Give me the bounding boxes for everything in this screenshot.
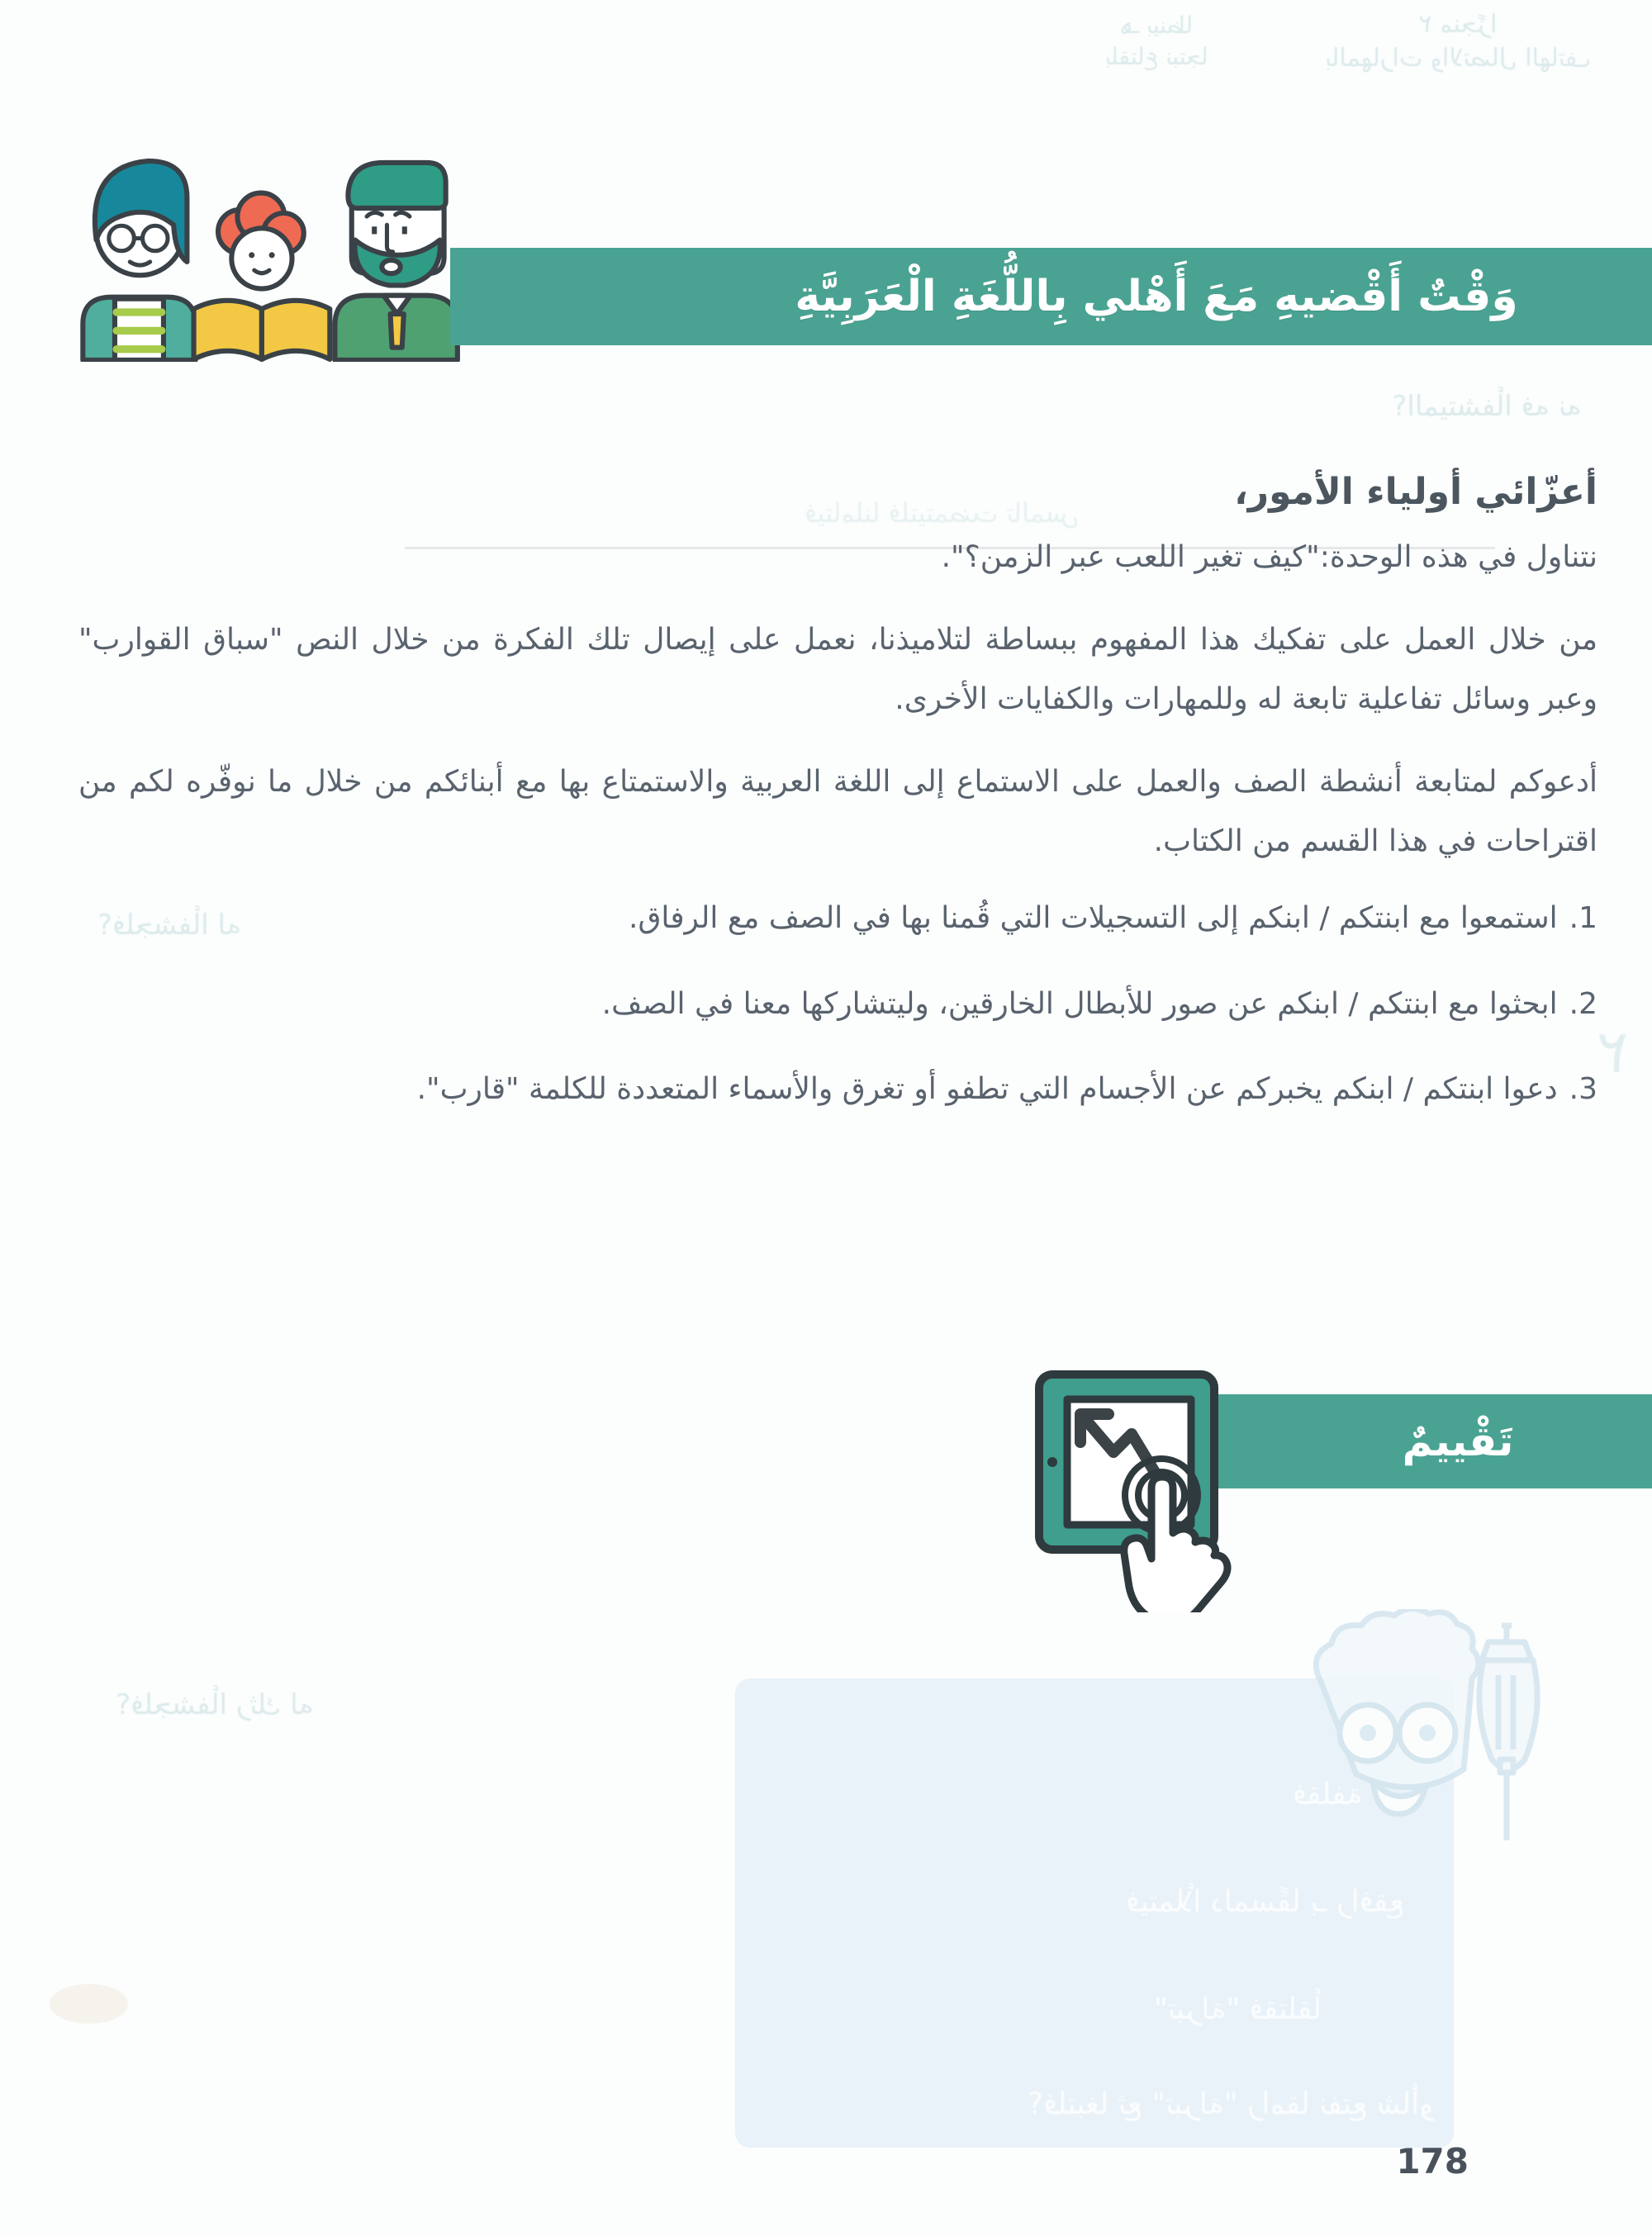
list-item [78, 980, 1597, 1028]
bleed-text-top-left: هـ بينظا بلقتاع نبتجا [1104, 12, 1208, 70]
list-text: ابحثوا مع ابنتكم / ابنكم عن صور للأبطال الخارقين، وليتشاركها معنا في الصف. [601, 986, 1558, 1021]
bleed-text-mid-right: ؟الميتشفأا فه نه [1392, 390, 1582, 423]
letter-greeting: أعزّائي أولياء الأمور، [1234, 471, 1597, 513]
list-item [78, 1066, 1597, 1113]
bleed-text-top-right: ٢ منجزًا بالمهارات والاتصال الهاتف [1324, 10, 1592, 73]
bleed-text-mid-center: فيتاملنا فلتيتمضت تالمس [804, 497, 1080, 529]
bleed-text-lower-left: ؟فلجشفأا رثك له [116, 1688, 314, 1721]
scan-smudge [50, 1984, 128, 2024]
assessment-label: تَقْييمٌ [1402, 1417, 1514, 1465]
bleed-box-line: فيتملأا دلمسقًا بـ رافقع [1125, 1885, 1404, 1919]
letter-paragraph-2: من خلال العمل على تفكيك هذا المفهوم ببساطة لتلاميذنا، نعمل على إيصال تلك الفكرة من خلال النص "سباق القوارب" وعبر وسائل تفاعلية تابعة له وللمهارات والكفايات الأخرى. [78, 623, 1597, 716]
list-number: 1. [1569, 901, 1597, 935]
tablet-touch-chart-icon [1031, 1356, 1262, 1612]
bleed-numeral: ٢ [1597, 1017, 1629, 1086]
list-text: استمعوا مع ابنتكم / ابنكم إلى التسجيلات التي قُمنا بها في الصف مع الرفاق. [629, 901, 1558, 935]
bleed-box-line: فقلفة [1293, 1778, 1363, 1811]
list-number: 2. [1569, 986, 1597, 1021]
unit-parent-section-banner [450, 248, 1652, 345]
list-text: دعوا ابنتكم / ابنكم يخبركم عن الأجسام التي تطفو أو تغرق والأسماء المتعددة للكلمة "قارب". [416, 1072, 1558, 1107]
family-illustration [68, 114, 463, 362]
bleed-box-line: ؟فلتبغا ثع "تبرلة" رامقا نفتع شاأو [1027, 2087, 1433, 2121]
parent-letter [78, 471, 1597, 1151]
bleed-character-icon [1297, 1609, 1553, 1956]
page-number: 178 [1396, 2141, 1469, 2181]
section-title: وَقْتٌ أَقْضيهِ مَعَ أَهْلي بِاللُّغَةِ الْعَرَبِيَّةِ [795, 272, 1518, 321]
list-item [78, 895, 1597, 942]
assessment-banner [1214, 1394, 1652, 1488]
letter-paragraph-3: أدعوكم لمتابعة أنشطة الصف والعمل على الاستماع إلى اللغة العربية والاستمتاع بها مع أبنائكم من خلال ما نوفّره لكم من اقتراحات في هذا القسم من الكتاب. [78, 765, 1597, 858]
letter-paragraph-1: نتناول في هذه الوحدة:"كيف تغير اللعب عبر الزمن؟". [941, 540, 1597, 574]
bleed-text-mid-left: ؟فلجشفأا له [97, 909, 242, 942]
bleed-box-line: "تبرلة" فقتلقأ [1154, 1992, 1322, 2026]
list-number: 3. [1569, 1072, 1597, 1107]
suggestions-list [78, 895, 1597, 1113]
